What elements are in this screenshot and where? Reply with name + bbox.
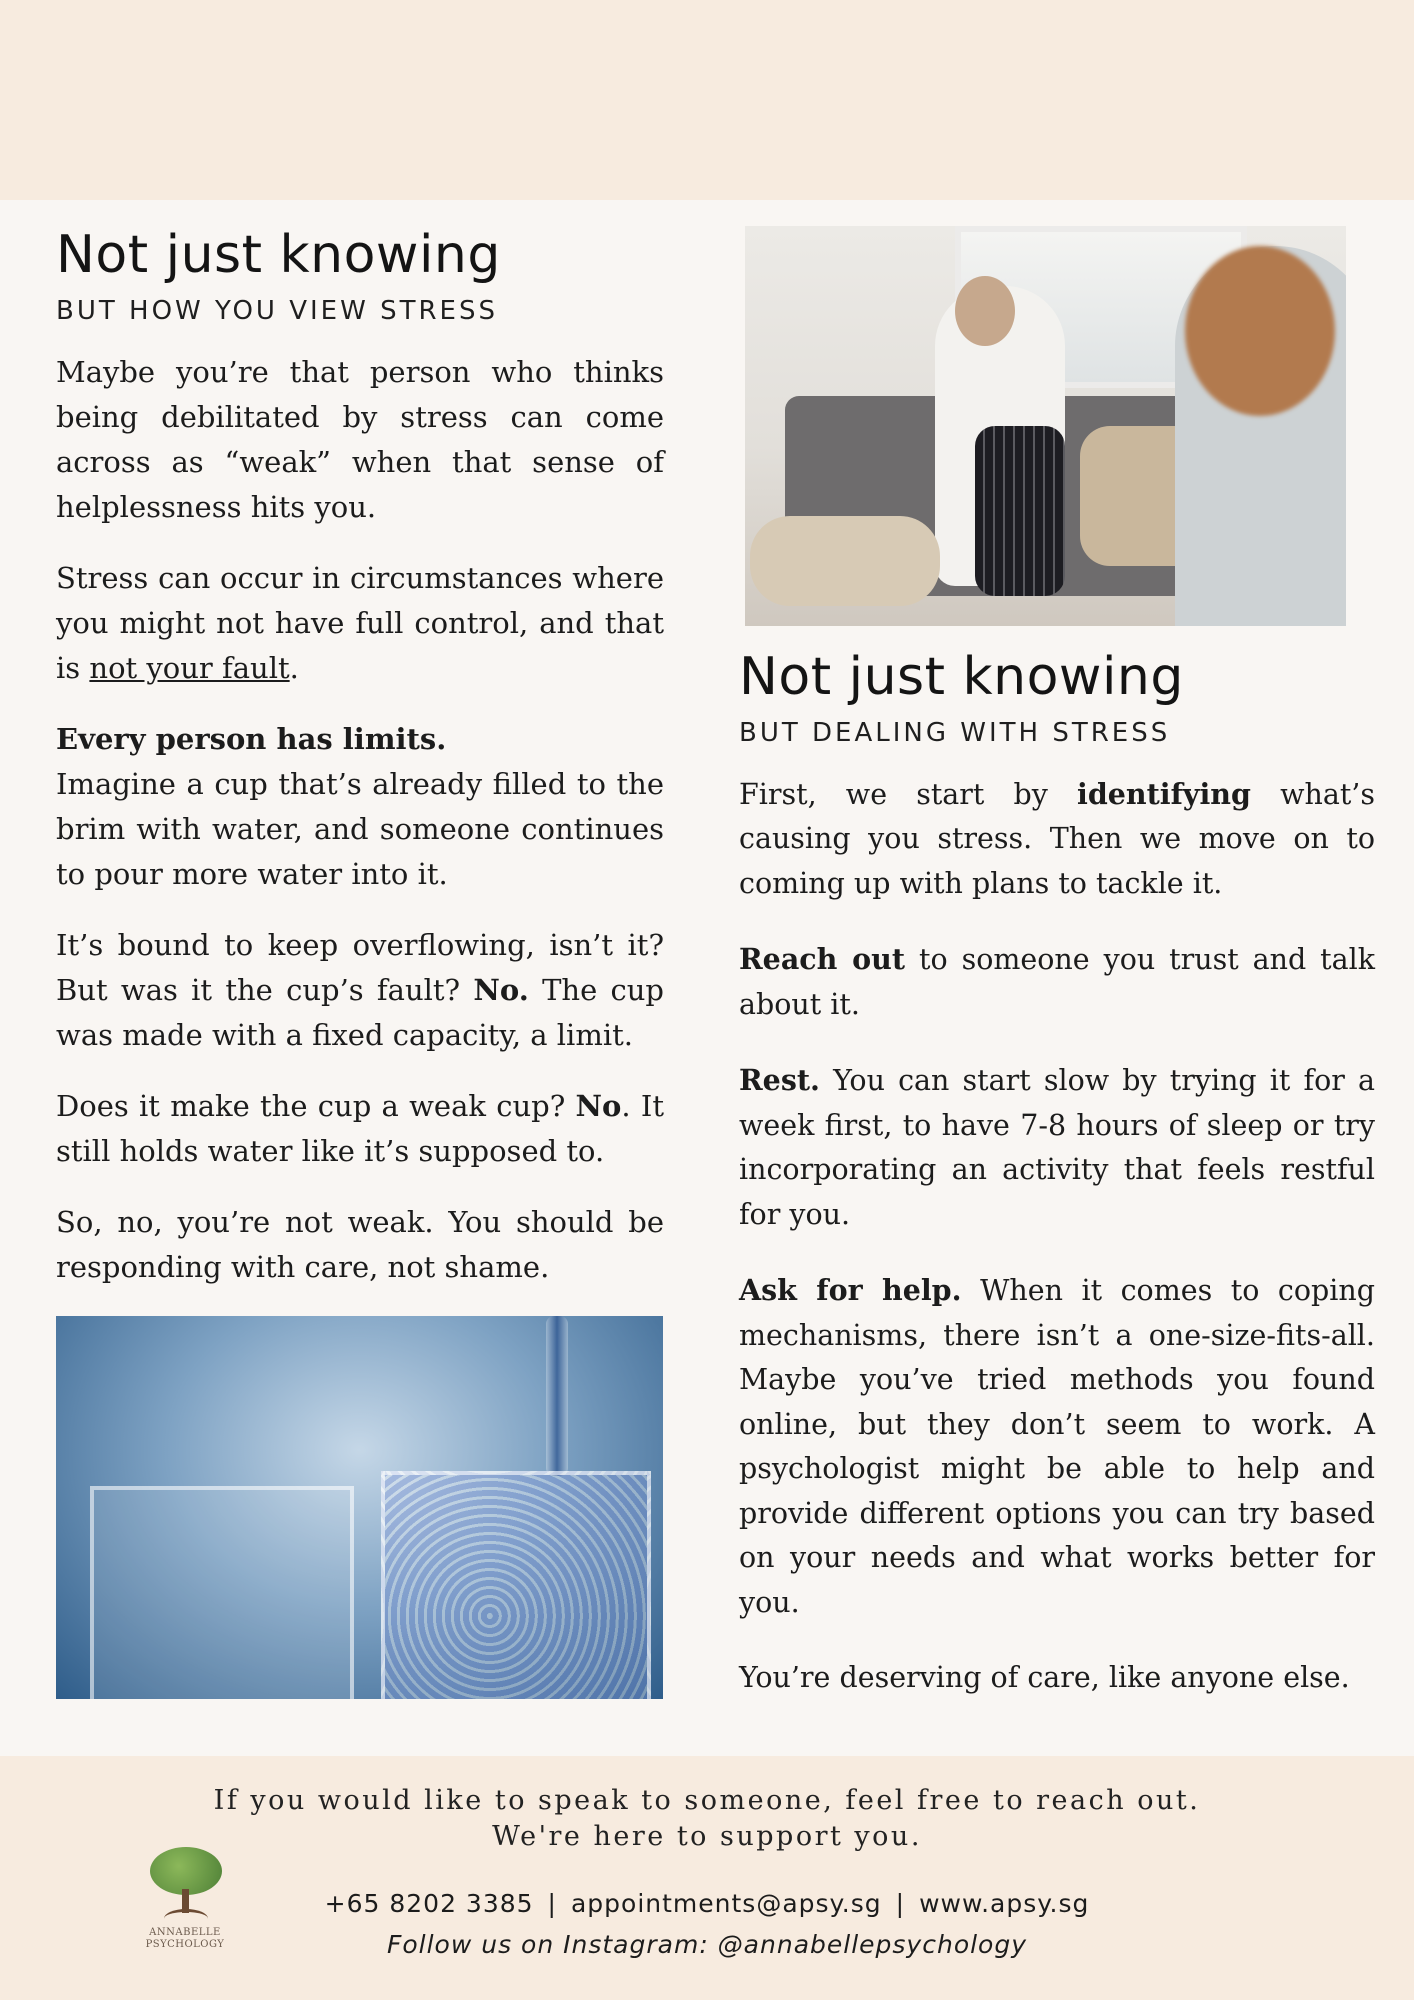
footer-message-line-2: We're here to support you. (492, 1821, 922, 1852)
right-paragraph-1 (739, 772, 1375, 907)
right-column (739, 226, 1375, 1732)
logo-text-line-2: PSYCHOLOGY (145, 1939, 225, 1950)
text-span: Stress can occur in circumstances where you might not have full control, and that is (56, 560, 664, 685)
text-span: . It still holds water like it’s supposed to. (56, 1088, 664, 1168)
email-link[interactable]: appointments@apsy.sg (570, 1889, 882, 1918)
left-paragraph-3 (56, 717, 664, 897)
website-link[interactable]: www.apsy.sg (919, 1889, 1090, 1918)
right-paragraph-3 (739, 1058, 1375, 1237)
footer-message-line-1: If you would like to speak to someone, feel free to reach out. (213, 1785, 1201, 1816)
client-head (955, 276, 1015, 346)
footer-contact-line (0, 1889, 1414, 1918)
text-span: It’s bound to keep overflowing, isn’t it? But was it the cup’s fault? (56, 927, 664, 1007)
tree-canopy (150, 1847, 222, 1895)
left-column (56, 226, 664, 1699)
water-glasses-photo (56, 1316, 663, 1699)
left-paragraph-2 (56, 556, 664, 691)
instagram-handle[interactable]: Follow us on Instagram: @annabellepsychology (386, 1930, 1028, 1959)
client-legs (975, 426, 1065, 596)
bold-text: identifying (1077, 776, 1251, 811)
right-paragraph-5: You’re deserving of care, like anyone else. (739, 1661, 1350, 1695)
bold-text: Every person has limits. (56, 721, 447, 756)
separator: | (895, 1889, 906, 1918)
right-subtitle: BUT DEALING WITH STRESS (739, 717, 1171, 748)
text-span: Does it make the cup a weak cup? (56, 1088, 576, 1123)
empty-glass (90, 1486, 354, 1699)
cushion (750, 516, 940, 606)
phone-link[interactable]: +65 8202 3385 (324, 1889, 534, 1918)
therapist-hair (1185, 246, 1335, 416)
top-banner (0, 0, 1414, 200)
water-stream (546, 1316, 568, 1476)
bold-text: No (575, 1088, 622, 1123)
logo-text-line-1: ANNABELLE (149, 1927, 221, 1938)
text-span: what’s causing you stress. Then we move on to coming up with plans to tackle it. (739, 777, 1375, 900)
left-paragraph-1: Maybe you’re that person who thinks being debilitated by stress can come across as “weak” when that sense of helplessness hits you. (56, 354, 664, 524)
left-title: Not just knowing (56, 225, 501, 285)
bold-text: Rest. (739, 1063, 820, 1098)
therapy-session-photo (745, 226, 1346, 626)
right-title: Not just knowing (739, 647, 1184, 707)
separator: | (547, 1889, 557, 1918)
left-paragraph-6: So, no, you’re not weak. You should be responding with care, not shame. (56, 1204, 664, 1284)
text-span: Imagine a cup that’s already filled to the brim with water, and someone continues to pour more water into it. (56, 766, 664, 891)
text-span: to someone you trust and talk about it. (739, 943, 1375, 1021)
right-paragraph-4 (739, 1268, 1375, 1625)
text-span: When it comes to coping mechanisms, there isn’t a one-size-fits-all. Maybe you’ve tried methods you found online, but they don’t seem to work. A psychologist might be able to help and provide different options you can try based on your needs and what works better for you. (739, 1274, 1375, 1619)
left-paragraph-4 (56, 923, 664, 1058)
bold-text: Ask for help. (739, 1273, 962, 1308)
right-paragraph-2 (739, 937, 1375, 1027)
text-span: First, we start by (739, 777, 1078, 811)
text-span: You can start slow by trying it for a week first, to have 7-8 hours of sleep or try incorporating an activity that feels restful for you. (739, 1064, 1375, 1231)
bold-text: Reach out (739, 942, 906, 977)
full-glass (381, 1471, 651, 1699)
bold-text: No. (473, 972, 529, 1007)
left-paragraph-5 (56, 1084, 664, 1174)
underlined-text: not your fault (89, 650, 290, 685)
text-span: The cup was made with a fixed capacity, a limit. (56, 972, 664, 1052)
footer-message (0, 1783, 1414, 1855)
text-span: . (289, 650, 299, 685)
left-subtitle: BUT HOW YOU VIEW STRESS (56, 295, 498, 326)
